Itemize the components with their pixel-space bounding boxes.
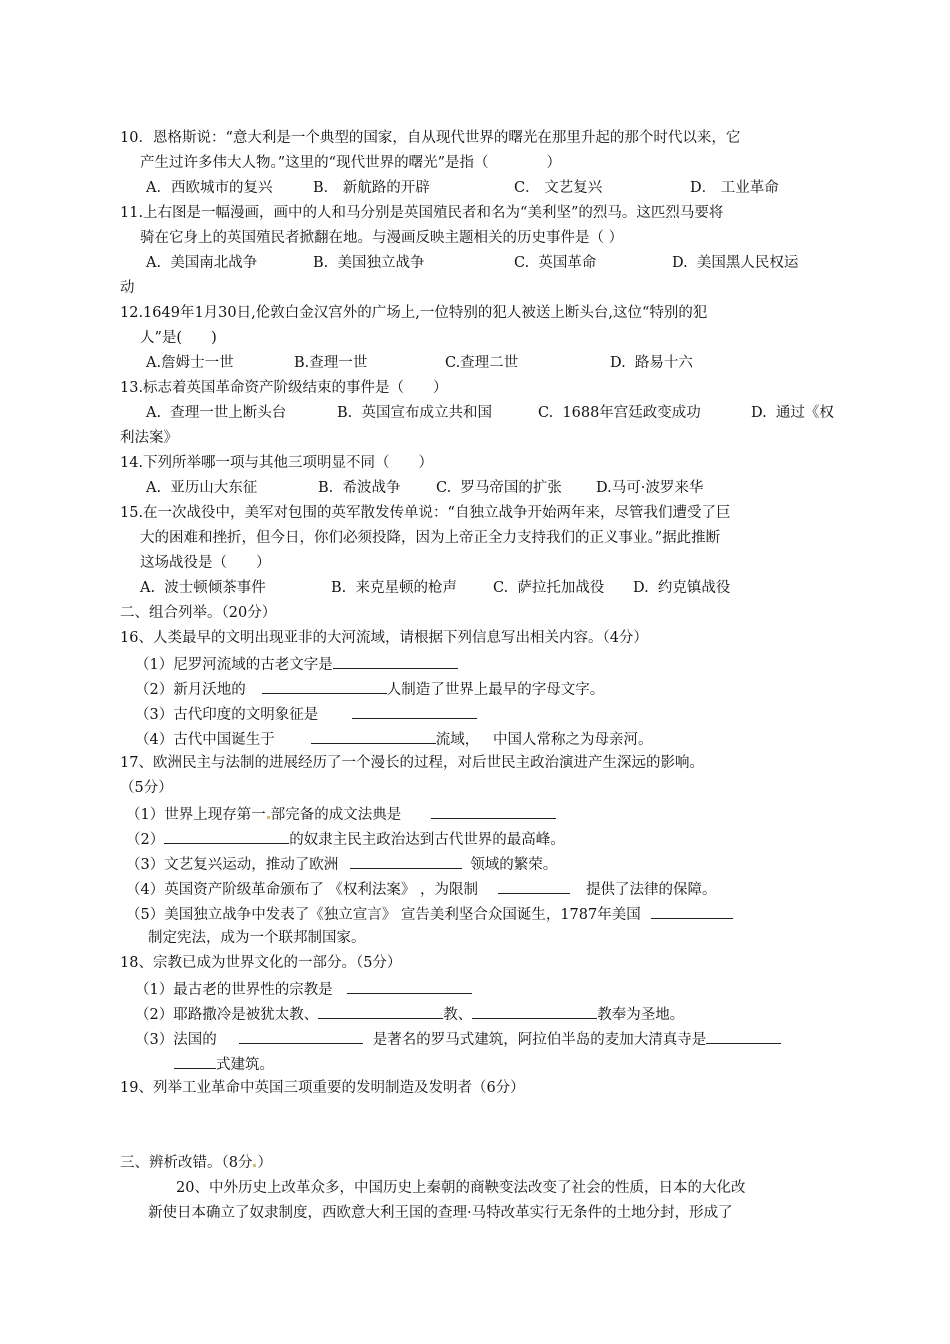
q13-option-d-continued: 利法案》 bbox=[120, 430, 178, 446]
q17-item-1 bbox=[126, 803, 556, 825]
q17-item-4-answer-blank[interactable] bbox=[498, 878, 570, 894]
q11-option-d: D. 美国黑人民权运 bbox=[672, 255, 799, 271]
q18-item-2-answer-blank-1[interactable] bbox=[318, 1003, 443, 1019]
q16-stem: 16、人类最早的文明出现亚非的大河流域，请根据下列信息写出相关内容。（4分） bbox=[120, 630, 648, 646]
q13-option-b: B. 英国宣布成立共和国 bbox=[337, 405, 492, 421]
q18-item-3 bbox=[135, 1028, 781, 1050]
q17-item-2-text-pre: （2） bbox=[126, 832, 165, 848]
q17-item-5-continued: 制定宪法，成为一个联邦制国家。 bbox=[148, 930, 366, 946]
q14-stem: 14.下列所举哪一项与其他三项明显不同（ ） bbox=[120, 455, 434, 471]
q18-item-1 bbox=[135, 978, 472, 1000]
q11-option-b: B. 美国独立战争 bbox=[313, 255, 425, 271]
q18-item-1-answer-blank[interactable] bbox=[347, 978, 472, 994]
q15-option-a: A. 波士顿倾茶事件 bbox=[140, 580, 266, 596]
section-3-title-text: 三、辨析改错。（8分 bbox=[120, 1155, 253, 1171]
q11-stem-line1: 11.上右图是一幅漫画，画中的人和马分别是英国殖民者和名为“美利坚”的烈马。这匹烈马要将 bbox=[120, 205, 724, 221]
q17-item-5 bbox=[126, 903, 733, 925]
q18-item-3-answer-blank-2-continued[interactable] bbox=[174, 1053, 216, 1069]
q12-stem-line2: 人”是( ) bbox=[140, 330, 217, 346]
q17-item-3-text-post: 领域的繁荣。 bbox=[470, 857, 558, 873]
q18-item-3-answer-blank-2[interactable] bbox=[706, 1028, 781, 1044]
q13-option-d: D. 通过《权 bbox=[751, 405, 834, 421]
q14-option-d: D.马可·波罗来华 bbox=[596, 480, 704, 496]
q10-option-c: C． 文艺复兴 bbox=[514, 180, 603, 196]
q18-item-2-text-mid: 教、 bbox=[443, 1007, 473, 1023]
q16-item-3-text: （3）古代印度的文明象征是 bbox=[135, 707, 319, 723]
q16-item-1-text: （1）尼罗河流域的古老文字是 bbox=[135, 657, 333, 673]
q13-stem: 13.标志着英国革命资产阶级结束的事件是（ ） bbox=[120, 380, 448, 396]
q15-option-d: D. 约克镇战役 bbox=[633, 580, 731, 596]
q17-item-3-answer-blank[interactable] bbox=[350, 853, 462, 869]
q18-item-2-answer-blank-2[interactable] bbox=[472, 1003, 597, 1019]
q16-item-1 bbox=[135, 653, 458, 675]
q16-item-4-text-pre: （4）古代中国诞生于 bbox=[135, 732, 275, 748]
q17-item-2-answer-blank[interactable] bbox=[164, 828, 289, 844]
q18-item-3-text-mid: 是著名的罗马式建筑，阿拉伯半岛的麦加大清真寺是 bbox=[372, 1032, 707, 1048]
q12-option-a: A.詹姆士一世 bbox=[146, 355, 234, 371]
q17-item-4-text-pre: （4）英国资产阶级革命颁布了 《权利法案》 ，为限制 bbox=[126, 882, 478, 898]
q15-stem-line3: 这场战役是（ ） bbox=[140, 555, 271, 571]
q18-item-1-text: （1）最古老的世界性的宗教是 bbox=[135, 982, 333, 998]
q16-item-4-answer-blank[interactable] bbox=[311, 728, 436, 744]
q17-item-5-text-pre: （5）美国独立战争中发表了《独立宣言》 宣告美利坚合众国诞生，1787年美国 bbox=[126, 907, 641, 923]
q16-item-2-answer-blank[interactable] bbox=[262, 678, 387, 694]
q17-item-3 bbox=[126, 853, 557, 875]
q11-stem-line2: 骑在它身上的英国殖民者掀翻在地。与漫画反映主题相关的历史事件是（ ） bbox=[140, 230, 624, 246]
q12-option-d: D. 路易十六 bbox=[610, 355, 693, 371]
q13-option-a: A. 查理一世上断头台 bbox=[146, 405, 287, 421]
q17-item-4 bbox=[126, 878, 716, 900]
q11-option-d-continued: 动 bbox=[120, 280, 135, 296]
section-2-title: 二、组合列举。（20分） bbox=[120, 605, 277, 621]
q10-option-a: A．西欧城市的复兴 bbox=[146, 180, 273, 196]
q17-item-1-text-post: 部完备的成文法典是 bbox=[270, 807, 402, 823]
q17-item-2 bbox=[126, 828, 565, 850]
q12-option-c: C.查理二世 bbox=[445, 355, 519, 371]
q10-stem-line2: 产生过许多伟大人物。”这里的“现代世界的曙光”是指（ ） bbox=[140, 155, 561, 171]
q17-item-1-text-pre: （1）世界上现存第一 bbox=[126, 807, 266, 823]
q15-stem-line2: 大的困难和挫折，但今日，你们必须投降，因为上帝正全力支持我们的正义事业。”据此推断 bbox=[140, 530, 721, 546]
q20-line-1: 20、中外历史上改革众多，中国历史上秦朝的商鞅变法改变了社会的性质，日本的大化改 bbox=[176, 1180, 746, 1196]
q17-item-2-text-post: 的奴隶主民主政治达到古代世界的最高峰。 bbox=[289, 832, 565, 848]
section-3-title bbox=[120, 1153, 272, 1173]
q15-stem-line1: 15.在一次战役中，美军对包围的英军散发传单说：“自独立战争开始两年来，尽管我们遭受了巨 bbox=[120, 505, 731, 521]
q19-stem: 19、列举工业革命中英国三项重要的发明制造及发明者（6分） bbox=[120, 1080, 525, 1096]
q20-line-2: 新使日本确立了奴隶制度，西欧意大利王国的查理·马特改革实行无条件的土地分封，形成了 bbox=[148, 1205, 733, 1221]
q14-option-a: A. 亚历山大东征 bbox=[146, 480, 258, 496]
q12-stem-line1: 12.1649年1月30日,伦敦白金汉宫外的广场上,一位特别的犯人被送上断头台,这位“特别的犯 bbox=[120, 305, 708, 321]
q18-item-3-text-pre: （3）法国的 bbox=[135, 1032, 217, 1048]
q18-item-3-answer-blank-1[interactable] bbox=[239, 1028, 363, 1044]
q16-item-3-answer-blank[interactable] bbox=[352, 703, 477, 719]
q16-item-1-answer-blank[interactable] bbox=[333, 653, 458, 669]
q12-option-b: B.查理一世 bbox=[294, 355, 368, 371]
q16-item-2-text-pre: （2）新月沃地的 bbox=[135, 682, 246, 698]
q17-item-3-text-pre: （3）文艺复兴运动，推动了欧洲 bbox=[126, 857, 339, 873]
q17-stem-line2: （5分） bbox=[120, 780, 173, 796]
highlight-dot bbox=[267, 816, 270, 819]
q18-item-2-text-post: 教奉为圣地。 bbox=[597, 1007, 685, 1023]
q13-option-c: C. 1688年宫廷政变成功 bbox=[538, 405, 701, 421]
q15-option-c: C. 萨拉托加战役 bbox=[493, 580, 605, 596]
q14-option-c: C. 罗马帝国的扩张 bbox=[436, 480, 562, 496]
q18-item-2 bbox=[135, 1003, 684, 1025]
q14-option-b: B. 希波战争 bbox=[318, 480, 401, 496]
q16-item-3 bbox=[135, 703, 477, 725]
q16-item-2-text-post: 人制造了世界上最早的字母文字。 bbox=[386, 682, 605, 698]
q17-item-4-text-post: 提供了法律的保障。 bbox=[585, 882, 717, 898]
q16-item-2 bbox=[135, 678, 604, 700]
q18-stem: 18、宗教已成为世界文化的一部分。（5分） bbox=[120, 955, 402, 971]
q17-item-1-answer-blank[interactable] bbox=[431, 803, 556, 819]
q11-option-c: C. 英国革命 bbox=[514, 255, 597, 271]
q18-item-3-continued bbox=[174, 1053, 274, 1075]
q10-option-d: D． 工业革命 bbox=[690, 180, 779, 196]
q10-option-b: B． 新航路的开辟 bbox=[313, 180, 430, 196]
q11-option-a: A. 美国南北战争 bbox=[146, 255, 258, 271]
q16-item-4 bbox=[135, 728, 653, 750]
q18-item-2-text-pre: （2）耶路撒冷是被犹太教、 bbox=[135, 1007, 319, 1023]
q15-option-b: B. 来克星顿的枪声 bbox=[331, 580, 457, 596]
section-3-title-end: ） bbox=[257, 1155, 272, 1171]
q17-stem-line1: 17、欧洲民主与法制的进展经历了一个漫长的过程，对后世民主政治演进产生深远的影响。 bbox=[120, 755, 704, 771]
q18-item-3-text-cont: 式建筑。 bbox=[216, 1057, 274, 1073]
q10-stem-line1: 10．恩格斯说：“意大利是一个典型的国家，自从现代世界的曙光在那里升起的那个时代以来，它 bbox=[120, 130, 741, 146]
q16-item-4-text-post: 流域， 中国人常称之为母亲河。 bbox=[435, 732, 653, 748]
q17-item-5-answer-blank[interactable] bbox=[651, 903, 733, 919]
